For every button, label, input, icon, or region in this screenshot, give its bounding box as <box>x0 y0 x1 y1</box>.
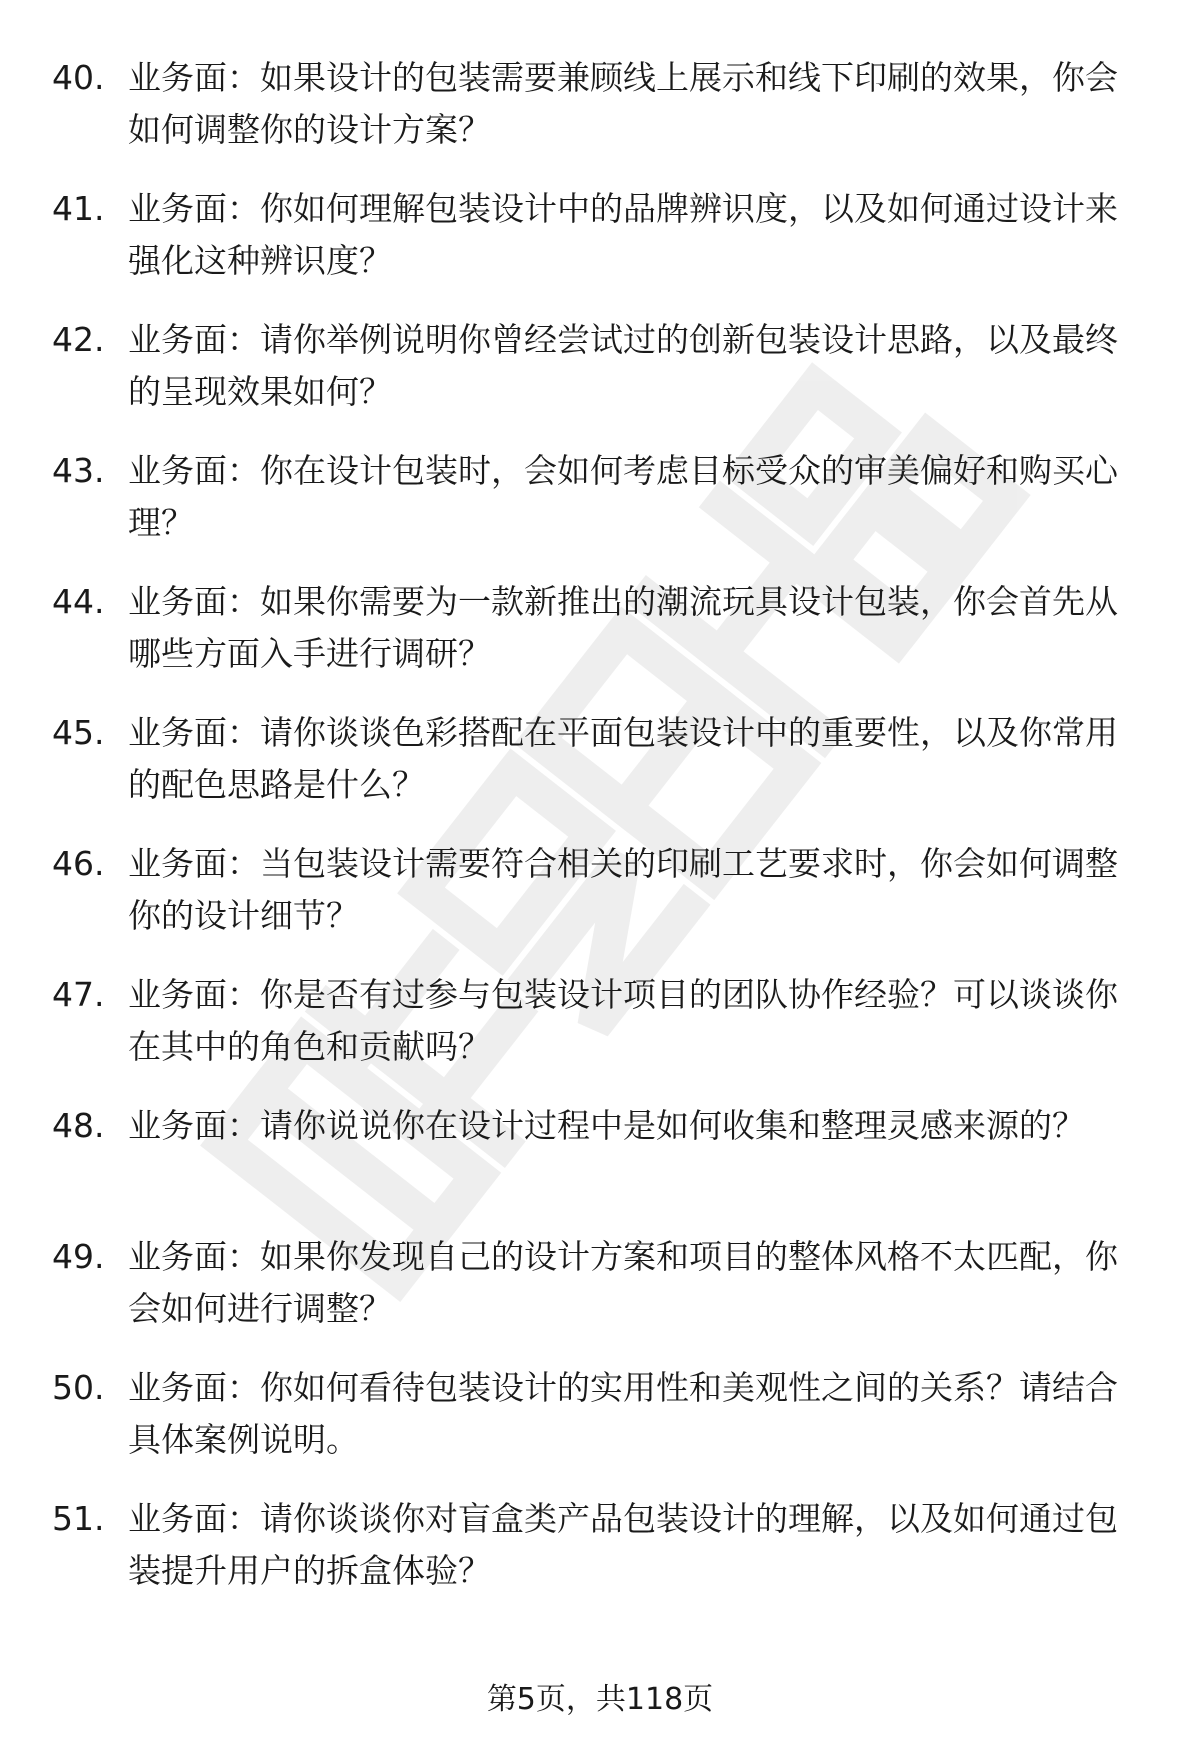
question-number: 42. <box>52 320 105 359</box>
page-number: 第5页，共118页 <box>486 1682 714 1717</box>
question-text: 业务面：当包装设计需要符合相关的印刷工艺要求时，你会如何调整你的设计细节？ <box>128 844 1118 935</box>
question-number: 48. <box>52 1106 105 1145</box>
question-text: 业务面：如果你需要为一款新推出的潮流玩具设计包装，你会首先从哪些方面入手进行调研？ <box>128 582 1118 673</box>
question-list <box>0 52 1200 1624</box>
question-number: 50. <box>52 1368 105 1407</box>
question-text: 业务面：如果你发现自己的设计方案和项目的整体风格不太匹配，你会如何进行调整？ <box>128 1237 1118 1328</box>
list-item <box>0 1100 1200 1231</box>
question-text: 业务面：请你举例说明你曾经尝试过的创新包装设计思路，以及最终的呈现效果如何？ <box>128 320 1118 411</box>
list-item <box>0 1231 1200 1362</box>
question-text: 业务面：你如何看待包装设计的实用性和美观性之间的关系？请结合具体案例说明。 <box>128 1368 1118 1459</box>
question-number: 45. <box>52 713 105 752</box>
list-item <box>0 969 1200 1100</box>
question-number: 41. <box>52 189 105 228</box>
list-item <box>0 838 1200 969</box>
question-number: 46. <box>52 844 105 883</box>
question-text: 业务面：你如何理解包装设计中的品牌辨识度，以及如何通过设计来强化这种辨识度？ <box>128 189 1118 280</box>
list-item <box>0 445 1200 576</box>
question-text: 业务面：如果设计的包装需要兼顾线上展示和线下印刷的效果，你会如何调整你的设计方案？ <box>128 58 1118 149</box>
list-item <box>0 576 1200 707</box>
question-text: 业务面：请你谈谈色彩搭配在平面包装设计中的重要性，以及你常用的配色思路是什么？ <box>128 713 1118 804</box>
list-item <box>0 183 1200 314</box>
list-item <box>0 707 1200 838</box>
question-number: 51. <box>52 1499 105 1538</box>
question-number: 40. <box>52 58 105 97</box>
question-text: 业务面：你是否有过参与包装设计项目的团队协作经验？可以谈谈你在其中的角色和贡献吗？ <box>128 975 1118 1066</box>
list-item <box>0 52 1200 183</box>
question-number: 43. <box>52 451 105 490</box>
list-item <box>0 1493 1200 1624</box>
question-text: 业务面：请你谈谈你对盲盒类产品包装设计的理解，以及如何通过包装提升用户的拆盒体验？ <box>128 1499 1118 1590</box>
question-number: 47. <box>52 975 105 1014</box>
question-text: 业务面：请你说说你在设计过程中是如何收集和整理灵感来源的？ <box>128 1106 1085 1145</box>
question-text: 业务面：你在设计包装时，会如何考虑目标受众的审美偏好和购买心理？ <box>128 451 1118 542</box>
list-item <box>0 1362 1200 1493</box>
list-item <box>0 314 1200 445</box>
question-number: 49. <box>52 1237 105 1276</box>
question-number: 44. <box>52 582 105 621</box>
